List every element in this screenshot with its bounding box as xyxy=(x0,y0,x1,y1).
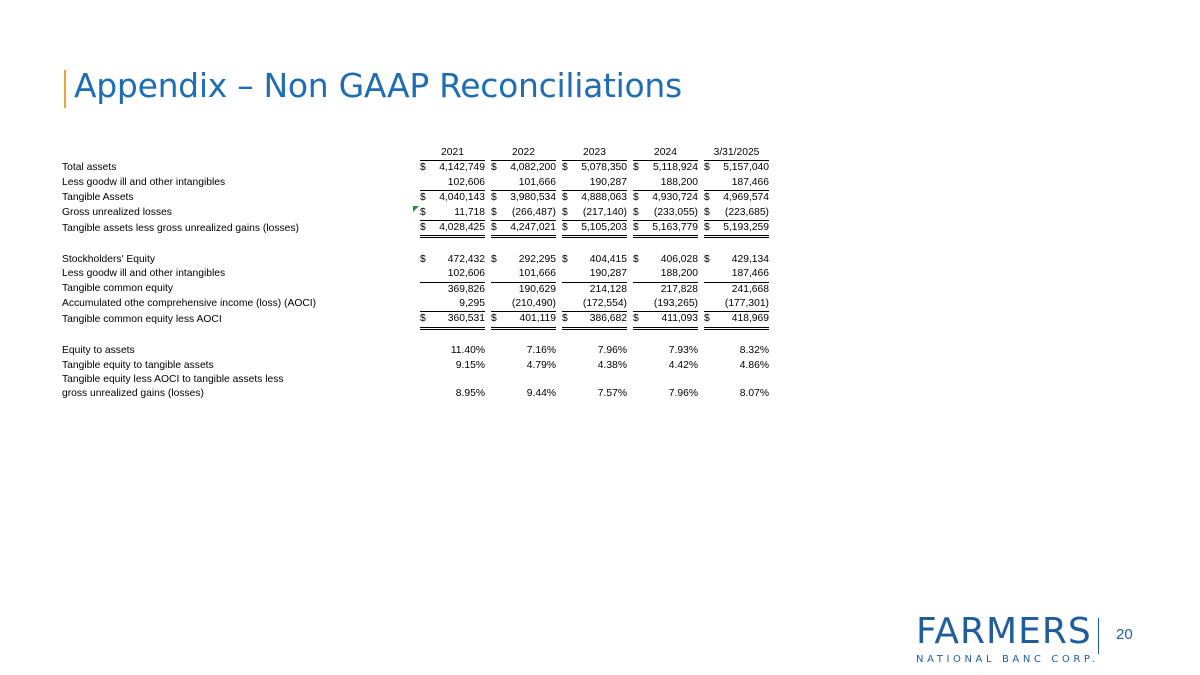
row-label: Tangible equity to tangible assets xyxy=(62,359,214,371)
cell-value: 4,930,724 xyxy=(652,192,698,204)
cell-value: 190,629 xyxy=(518,283,556,295)
cell-value: 4,888,063 xyxy=(581,192,627,204)
table-row xyxy=(62,221,769,237)
cell-value: 292,295 xyxy=(518,253,556,265)
row-label: Tangible Assets xyxy=(62,191,134,203)
logo-wordmark: FARMERS xyxy=(916,611,1092,652)
cell-value: 8.32% xyxy=(739,345,769,357)
row-label: Total assets xyxy=(62,162,117,174)
dollar-sign: $ xyxy=(704,312,711,328)
cell-value: 7.93% xyxy=(668,345,698,357)
cell-value: 7.57% xyxy=(597,388,627,400)
cell-value: 7.16% xyxy=(526,345,556,357)
cell-value: 11,718 xyxy=(427,206,485,221)
cell-value: 5,163,779 xyxy=(640,221,698,237)
row-label: Less goodw ill and other intangibles xyxy=(62,177,226,189)
table-row xyxy=(62,176,769,191)
cell-value: 369,826 xyxy=(447,283,485,295)
row-label: Accumulated othe comprehensive income (loss) (AOCI) xyxy=(62,298,317,310)
row-label: Tangible common equity less AOCI xyxy=(62,313,222,325)
cell-value: 411,093 xyxy=(640,312,698,328)
dollar-sign: $ xyxy=(491,312,498,328)
cell-value: 429,134 xyxy=(731,253,769,265)
cell-value: 190,287 xyxy=(569,176,627,191)
row-label: Less goodw ill and other intangibles xyxy=(62,268,226,280)
page-number: 20 xyxy=(1116,626,1133,643)
row-label: Equity to assets xyxy=(62,345,135,357)
row-label-continued: gross unrealized gains (losses) xyxy=(62,388,204,400)
cell-value: 8.07% xyxy=(739,388,769,400)
dollar-sign: $ xyxy=(491,162,497,174)
cell-value: 4,040,143 xyxy=(439,192,485,204)
cell-value: (172,554) xyxy=(569,297,627,312)
table-row xyxy=(62,253,769,267)
logo-subtitle: NATIONAL BANC CORP. xyxy=(916,654,1099,665)
cell-value: (233,055) xyxy=(640,206,698,221)
column-header: 2022 xyxy=(491,146,556,161)
table-row xyxy=(62,282,769,297)
table-row xyxy=(62,373,769,387)
dollar-sign: $ xyxy=(491,221,498,237)
dollar-sign: $ xyxy=(420,221,427,237)
cell-value: 4.86% xyxy=(739,359,769,371)
company-logo xyxy=(916,611,1099,665)
dollar-sign: $ xyxy=(562,312,569,328)
footer-divider xyxy=(1098,618,1099,654)
cell-value: 102,606 xyxy=(427,176,485,191)
dollar-sign: $ xyxy=(562,192,568,204)
dollar-sign: $ xyxy=(704,221,711,237)
cell-value: 404,415 xyxy=(589,253,627,265)
cell-value: 187,466 xyxy=(711,267,769,282)
dollar-sign: $ xyxy=(704,206,711,221)
cell-value: 241,668 xyxy=(731,283,769,295)
column-header: 2024 xyxy=(633,146,698,161)
cell-value: 4.38% xyxy=(597,359,627,371)
dollar-sign: $ xyxy=(420,192,426,204)
table-row xyxy=(62,267,769,282)
cell-value: 4,082,200 xyxy=(510,162,556,174)
dollar-sign: $ xyxy=(633,312,640,328)
cell-value: 9.44% xyxy=(526,388,556,400)
table-row xyxy=(62,297,769,312)
cell-value: 4.79% xyxy=(526,359,556,371)
dollar-sign: $ xyxy=(491,192,497,204)
column-header: 2021 xyxy=(420,146,485,161)
dollar-sign: $ xyxy=(420,253,426,265)
dollar-sign: $ xyxy=(420,206,427,221)
dollar-sign: $ xyxy=(491,253,497,265)
table-row xyxy=(62,191,769,206)
cell-value: 188,200 xyxy=(640,267,698,282)
cell-value: 5,078,350 xyxy=(581,162,627,174)
cell-value: 190,287 xyxy=(569,267,627,282)
header-row xyxy=(62,146,769,161)
cell-value: 188,200 xyxy=(640,176,698,191)
row-label: Gross unrealized losses xyxy=(62,206,172,218)
dollar-sign: $ xyxy=(704,192,710,204)
table-row xyxy=(62,206,769,221)
dollar-sign: $ xyxy=(562,162,568,174)
dollar-sign: $ xyxy=(420,162,426,174)
cell-value: (210,490) xyxy=(498,297,556,312)
cell-value: 401,119 xyxy=(498,312,556,328)
dollar-sign: $ xyxy=(491,206,498,221)
row-label: Tangible equity less AOCI to tangible assets less xyxy=(62,374,284,386)
table-row xyxy=(62,312,769,328)
dollar-sign: $ xyxy=(562,221,569,237)
row-label: Tangible assets less gross unrealized gains (losses) xyxy=(62,222,299,234)
cell-value: (193,265) xyxy=(640,297,698,312)
cell-value: 4,247,021 xyxy=(498,221,556,237)
dollar-sign: $ xyxy=(562,206,569,221)
cell-value: 472,432 xyxy=(447,253,485,265)
cell-value: 5,118,924 xyxy=(652,162,698,174)
cell-value: 7.96% xyxy=(597,345,627,357)
cell-value: 7.96% xyxy=(668,388,698,400)
table-row xyxy=(62,344,769,358)
cell-value: 4,969,574 xyxy=(723,192,769,204)
table-row xyxy=(62,387,769,401)
page-title: Appendix – Non GAAP Reconciliations xyxy=(74,66,682,105)
cell-value: 11.40% xyxy=(450,345,485,357)
cell-value: 9.15% xyxy=(455,359,485,371)
dollar-sign: $ xyxy=(420,312,427,328)
cell-value: 5,193,259 xyxy=(711,221,769,237)
dollar-sign: $ xyxy=(562,253,568,265)
cell-value: 8.95% xyxy=(455,388,485,400)
row-label: Stockholders' Equity xyxy=(62,253,155,265)
dollar-sign: $ xyxy=(633,253,639,265)
cell-value: 101,666 xyxy=(498,176,556,191)
table-row xyxy=(62,359,769,373)
table-row xyxy=(62,161,769,176)
title-accent-bar xyxy=(64,70,66,108)
cell-value: (266,487) xyxy=(498,206,556,221)
cell-value: 102,606 xyxy=(427,267,485,282)
cell-value: 406,028 xyxy=(660,253,698,265)
dollar-sign: $ xyxy=(633,162,639,174)
cell-value: 217,828 xyxy=(660,283,698,295)
cell-value: 101,666 xyxy=(498,267,556,282)
cell-value: 9,295 xyxy=(427,297,485,312)
cell-value: 5,157,040 xyxy=(723,162,769,174)
dollar-sign: $ xyxy=(633,221,640,237)
cell-value: 4.42% xyxy=(668,359,698,371)
dollar-sign: $ xyxy=(633,192,639,204)
column-header: 2023 xyxy=(562,146,627,161)
cell-value: 4,028,425 xyxy=(427,221,485,237)
cell-value: 386,682 xyxy=(569,312,627,328)
column-header: 3/31/2025 xyxy=(704,146,769,161)
cell-value: 418,969 xyxy=(711,312,769,328)
cell-value: 5,105,203 xyxy=(569,221,627,237)
row-label: Tangible common equity xyxy=(62,283,174,295)
dollar-sign: $ xyxy=(633,206,640,221)
cell-value: (217,140) xyxy=(569,206,627,221)
cell-value: (223,685) xyxy=(711,206,769,221)
dollar-sign: $ xyxy=(704,162,710,174)
cell-value: 360,531 xyxy=(427,312,485,328)
cell-value: 214,128 xyxy=(589,283,627,295)
cell-value: 187,466 xyxy=(711,176,769,191)
reconciliation-table xyxy=(62,146,769,402)
dollar-sign: $ xyxy=(704,253,710,265)
cell-value: 4,142,749 xyxy=(439,162,485,174)
cell-value: (177,301) xyxy=(711,297,769,312)
cell-value: 3,980,534 xyxy=(510,192,556,204)
